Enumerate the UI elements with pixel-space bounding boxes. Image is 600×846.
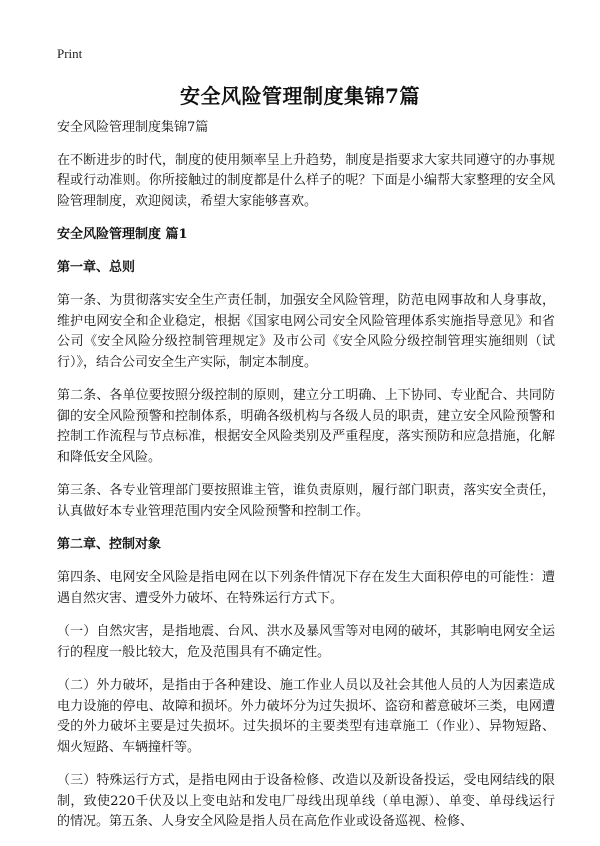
list-item-external-damage: （二）外力破坏，是指由于各种建设、施工作业人员以及社会其他人员的人为因素造成电力设施的停电、故障和损坏。外力破坏分为过失损坏、盗窃和蓄意破坏三类，电网遭受的外力破坏主要是过失损坏。过失损坏的主要类型有违章施工（作业）、异物短路、烟火短路、车辆撞杆等。 xyxy=(57,678,555,755)
article-3: 第三条、各专业管理部门要按照谁主管，谁负责原则，履行部门职责，落实安全责任，认真做好本专业管理范围内安全风险预警和控制工作。 xyxy=(57,483,555,519)
article-4: 第四条、电网安全风险是指电网在以下列条件情况下存在发生大面积停电的可能性：遭遇自然灾害、遭受外力破坏、在特殊运行方式下。 xyxy=(57,570,555,606)
article-2: 第二条、各单位要按照分级控制的原则，建立分工明确、上下协同、专业配合、共同防御的安全风险预警和控制体系，明确各级机构与各级人员的职责，建立安全风险预警和控制工作流程与节点标准，根据安全风险类别及严重程度，落实预防和应急措施，化解和降低安全风险。 xyxy=(57,388,555,465)
chapter-heading-1: 第一章、总则 xyxy=(57,260,136,275)
intro-paragraph: 在不断进步的时代，制度的使用频率呈上升趋势，制度是指要求大家共同遵守的办事规程或行动准则。你所接触过的制度都是什么样子的呢？下面是小编帮大家整理的安全风险管理制度，欢迎阅读，希望大家能够喜欢。 xyxy=(57,152,555,209)
document-subtitle: 安全风险管理制度集锦7篇 xyxy=(57,120,209,135)
print-label: Print xyxy=(57,46,83,61)
chapter-heading-2: 第二章、控制对象 xyxy=(57,537,162,552)
article-1: 第一条、为贯彻落实安全生产责任制，加强安全风险管理，防范电网事故和人身事故，维护电网安全和企业稳定，根据《国家电网公司安全风险管理体系实施指导意见》和省公司《安全风险分级控制管理规定》及市公司《安全风险分级控制管理实施细则（试行）》，结合公司安全生产实际，制定本制度。 xyxy=(57,293,555,370)
section-heading: 安全风险管理制度 篇1 xyxy=(57,227,188,242)
document-body xyxy=(57,118,555,846)
list-item-special-operation: （三）特殊运行方式，是指电网由于设备检修、改造以及新设备投运，受电网结线的限制，致使220千伏及以上变电站和发电厂母线出现单线（单电源）、单变、单母线运行的情况。第五条、人身安全风险是指人员在高危作业或设备巡视、检修、 xyxy=(57,773,555,829)
page-title: 安全风险管理制度集锦7篇 xyxy=(180,84,420,108)
list-item-natural-disaster: （一）自然灾害，是指地震、台风、洪水及暴风雪等对电网的破坏，其影响电网安全运行的程度一般比较大，危及范围具有不确定性。 xyxy=(57,624,555,660)
